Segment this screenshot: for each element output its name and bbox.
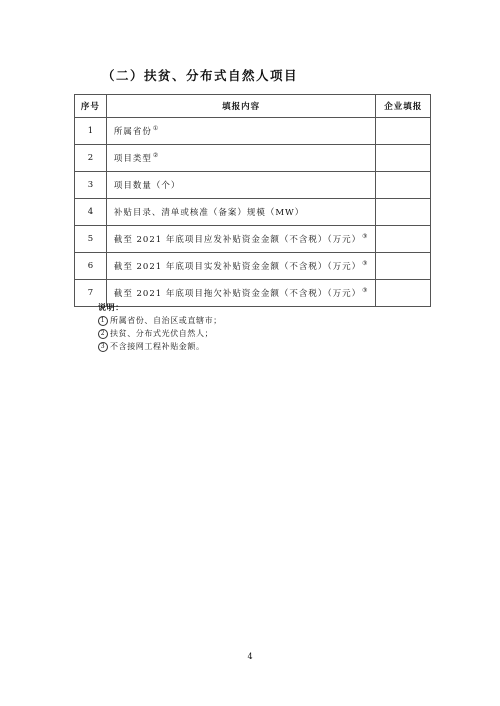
table-row xyxy=(75,226,431,253)
table-row xyxy=(75,145,431,172)
note-item xyxy=(98,340,222,353)
row-content-text: 所属省份 xyxy=(113,127,152,137)
note-item xyxy=(98,314,222,327)
row-number: 7 xyxy=(75,280,107,307)
row-number: 2 xyxy=(75,145,107,172)
row-content xyxy=(106,226,376,253)
note-marker: 3 xyxy=(98,342,108,352)
row-content-text: 截至 2021 年底项目实发补贴资金金额（不含税）（万元） xyxy=(113,262,362,272)
row-content xyxy=(106,199,376,226)
row-content-text: 截至 2021 年底项目拖欠补贴资金金额（不含税）（万元） xyxy=(113,289,362,299)
form-table xyxy=(74,94,431,307)
note-marker: 2 xyxy=(98,329,108,339)
company-fill-cell[interactable] xyxy=(376,253,431,280)
page-number: 4 xyxy=(247,652,253,661)
company-fill-cell[interactable] xyxy=(376,145,431,172)
footnote-marker: ③ xyxy=(362,233,369,241)
page-title: （二）扶贫、分布式自然人项目 xyxy=(102,68,299,83)
row-content-text: 补贴目录、清单或核准（备案）规模（MW） xyxy=(113,208,305,218)
note-text: 扶贫、分布式光伏自然人； xyxy=(110,329,214,338)
company-fill-cell[interactable] xyxy=(376,280,431,307)
row-number: 6 xyxy=(75,253,107,280)
footnote-marker: ③ xyxy=(362,260,369,268)
note-marker: 1 xyxy=(98,316,108,326)
note-text: 所属省份、自治区或直辖市； xyxy=(110,316,222,325)
row-content xyxy=(106,145,376,172)
notes-section xyxy=(98,301,222,353)
table-header-row xyxy=(75,95,431,118)
row-content xyxy=(106,172,376,199)
row-content-text: 项目类型 xyxy=(113,154,152,164)
table-row xyxy=(75,199,431,226)
row-content-text: 截至 2021 年底项目应发补贴资金金额（不含税）（万元） xyxy=(113,235,362,245)
notes-heading: 说明： xyxy=(98,303,124,312)
footnote-marker: ② xyxy=(152,152,160,160)
note-item xyxy=(98,327,222,340)
company-fill-cell[interactable] xyxy=(376,118,431,145)
footnote-marker: ③ xyxy=(362,287,369,295)
company-fill-cell[interactable] xyxy=(376,172,431,199)
note-text: 不含接网工程补贴金额。 xyxy=(110,342,205,351)
row-content xyxy=(106,253,376,280)
header-company-fill: 企业填报 xyxy=(376,95,431,118)
table-row xyxy=(75,253,431,280)
row-number: 5 xyxy=(75,226,107,253)
table-row xyxy=(75,172,431,199)
table-row xyxy=(75,118,431,145)
row-number: 4 xyxy=(75,199,107,226)
row-number: 1 xyxy=(75,118,107,145)
company-fill-cell[interactable] xyxy=(376,199,431,226)
company-fill-cell[interactable] xyxy=(376,226,431,253)
header-number: 序号 xyxy=(75,95,107,118)
row-number: 3 xyxy=(75,172,107,199)
row-content-text: 项目数量（个） xyxy=(113,181,181,191)
footnote-marker: ① xyxy=(152,125,160,133)
row-content xyxy=(106,118,376,145)
header-content: 填报内容 xyxy=(106,95,376,118)
